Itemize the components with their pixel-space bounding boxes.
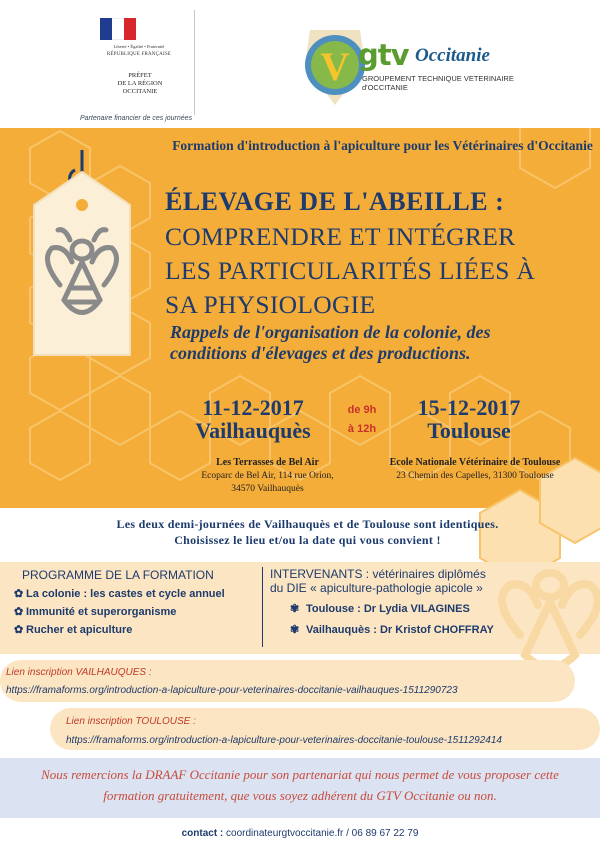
session-city-1: Vailhauquès (195, 418, 311, 443)
programme-divider (262, 567, 263, 647)
rappels-text: Rappels de l'organisation de la colonie, des conditions d'élevages et des productions. (170, 322, 491, 363)
contact-label: contact : (181, 828, 224, 839)
intervenants-title: INTERVENANTS : vétérinaires diplômés du DIE « apiculture-pathologie apicole » (270, 567, 486, 595)
contact-line (0, 828, 600, 839)
formation-title: Formation d'introduction à l'apiculture pour les Vétérinaires d'Occitanie (172, 138, 593, 153)
programme-item-label: Immunité et superorganisme (26, 606, 177, 618)
link-toulouse[interactable]: https://framaforms.org/introduction-a-lapiculture-pour-veterinaires-doccitanie-toulouse-1511292414 (66, 735, 502, 746)
notice-line-2: Choisissez le lieu et/ou la date qui vous convient ! (174, 533, 441, 547)
intervenant-item (290, 623, 494, 636)
notice-line-1: Les deux demi-journées de Vailhauquès et de Toulouse sont identiques. (116, 517, 499, 531)
partner-text: Partenaire financier de ces journées (80, 115, 193, 122)
bee-bullet-icon: ✿ (14, 606, 24, 618)
bee-bullet-icon: ✿ (14, 588, 24, 600)
venue-2-address: 23 Chemin des Capelles, 31300 Toulouse (396, 471, 554, 481)
link-vailhauques[interactable]: https://framaforms.org/introduction-a-lapiculture-pour-veterinaires-doccitanie-vailhauques-1511290723 (6, 685, 458, 696)
gtv-region: Occitanie (415, 45, 490, 66)
bee-outline-icon: ✾ (290, 603, 300, 615)
programme-item-label: Rucher et apiculture (26, 624, 133, 636)
venue-1-name: Les Terrasses de Bel Air (216, 457, 319, 468)
main-subtitle: COMPRENDRE ET INTÉGRER LES PARTICULARITÉS LIÉES À SA PHYSIOLOGIE (165, 222, 536, 319)
prefet-title: PRÉFET DE LA RÉGION OCCITANIE (117, 72, 163, 95)
main-title: ÉLEVAGE DE L'ABEILLE : (165, 187, 505, 216)
gtv-word: gtv (358, 38, 409, 72)
intervenant-label: Toulouse : Dr Lydia VILAGINES (306, 603, 470, 615)
bee-watermark-icon (470, 540, 600, 670)
programme-item (14, 605, 176, 618)
venue-1-address: Ecoparc de Bel Air, 114 rue Orion, (201, 471, 334, 481)
venue-1-postcode: 34570 Vailhauquès (231, 484, 304, 494)
session-date-2: 15-12-2017 (417, 395, 521, 420)
session-city-2: Toulouse (427, 418, 511, 443)
intervenant-item (290, 602, 470, 615)
marianne-flag-icon (100, 18, 136, 40)
programme-item (14, 623, 132, 636)
bee-tag (20, 150, 145, 360)
contact-value[interactable]: coordinateurgtvoccitanie.fr / 06 89 67 22 79 (226, 828, 419, 839)
programme-item (14, 587, 225, 600)
prefet-logo (90, 10, 195, 115)
gtv-logo-letter: V (320, 44, 350, 89)
intervenant-label: Vailhauquès : Dr Kristof CHOFFRAY (306, 624, 494, 636)
gtv-logo (300, 20, 590, 110)
programme-item-label: La colonie : les castes et cycle annuel (26, 588, 225, 600)
prefet-republic: RÉPUBLIQUE FRANÇAISE (106, 52, 172, 57)
link-label-vailhauques: Lien inscription VAILHAUQUES : (6, 667, 152, 678)
gtv-subtitle: GROUPEMENT TECHNIQUE VETERINAIRE d'OCCITANIE (362, 74, 514, 92)
link-label-toulouse: Lien inscription TOULOUSE : (66, 716, 196, 727)
thanks-text: Nous remercions la DRAAF Occitanie pour son partenariat qui nous permet de vous proposer cette formation gratuitement, que vous soyez adhérent du GTV Occitanie ou non. (41, 767, 559, 803)
programme-title: PROGRAMME DE LA FORMATION (22, 568, 214, 582)
prefet-motto: Liberté • Égalité • Fraternité (113, 44, 165, 49)
venue-2-name: Ecole Nationale Vétérinaire de Toulouse (389, 457, 561, 468)
bee-bullet-icon: ✿ (14, 624, 24, 636)
session-time-to: à 12h (347, 423, 377, 435)
session-time-from: de 9h (347, 404, 377, 416)
bee-outline-icon: ✾ (290, 624, 300, 636)
session-date-1: 11-12-2017 (202, 395, 304, 420)
